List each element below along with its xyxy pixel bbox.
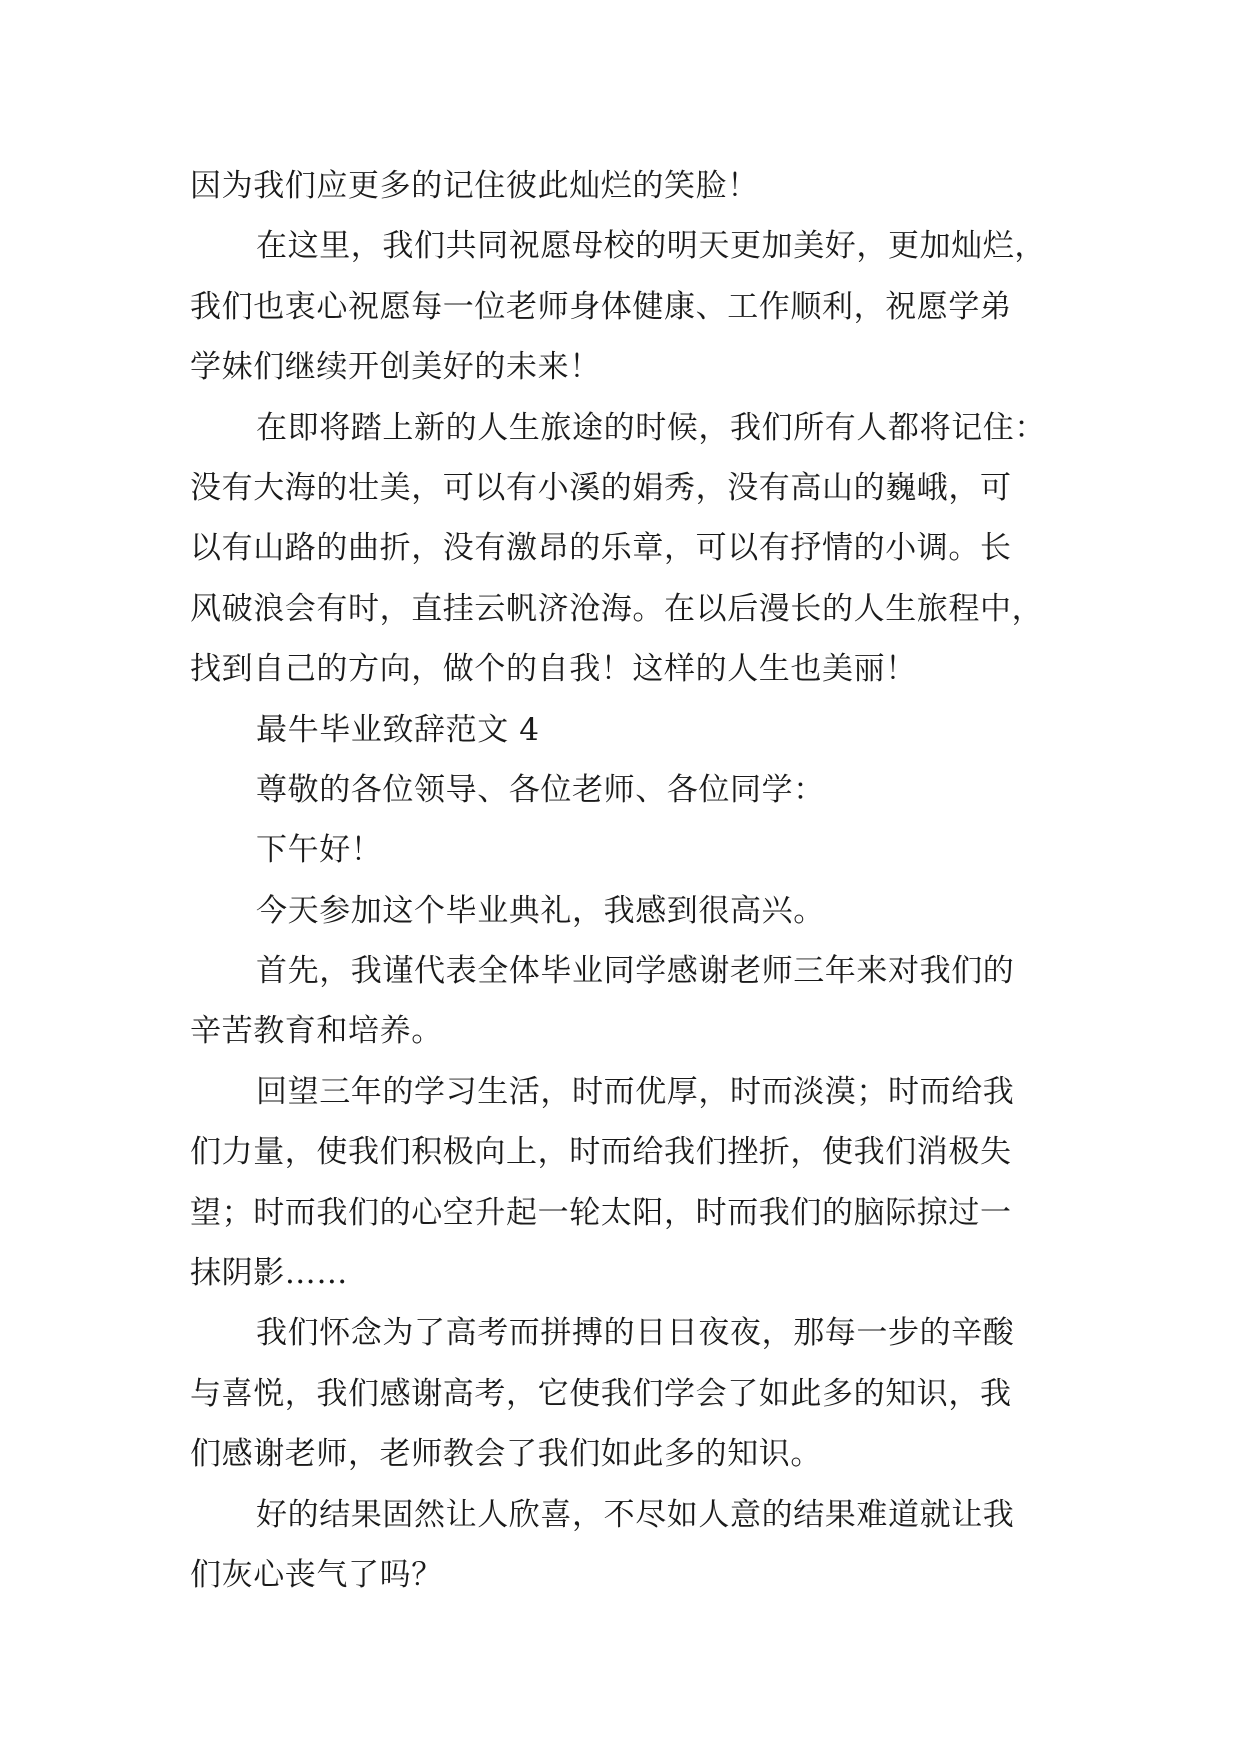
text-line: 望；时而我们的心空升起一轮太阳，时而我们的脑际掠过一 xyxy=(190,1194,1012,1231)
text-line: 没有大海的壮美，可以有小溪的娟秀，没有高山的巍峨，可 xyxy=(190,469,1012,506)
document-page xyxy=(190,156,1060,1605)
text-line: 学妹们继续开创美好的未来！ xyxy=(190,349,601,386)
text-line: 抹阴影…… xyxy=(190,1255,348,1292)
text-line: 辛苦教育和培养。 xyxy=(190,1013,443,1050)
text-line: 因为我们应更多的记住彼此灿烂的笑脸！ xyxy=(190,168,759,204)
text-line: 以有山路的曲折，没有激昂的乐章，可以有抒情的小调。长 xyxy=(190,530,1012,567)
text-line: 我们也衷心祝愿每一位老师身体健康、工作顺利，祝愿学弟 xyxy=(190,288,1012,325)
text-line: 风破浪会有时，直挂云帆济沧海。在以后漫长的人生旅程中， xyxy=(190,590,1044,627)
text-line: 找到自己的方向，做个的自我！这样的人生也美丽！ xyxy=(190,651,917,688)
greeting: 下午好！ xyxy=(256,832,383,869)
text-line: 我们怀念为了高考而拼搏的日日夜夜，那每一步的辛酸 xyxy=(256,1315,1015,1352)
text-line: 好的结果固然让人欣喜，不尽如人意的结果难道就让我 xyxy=(256,1496,1015,1533)
text-line: 们感谢老师，老师教会了我们如此多的知识。 xyxy=(190,1436,822,1473)
text-line: 在这里，我们共同祝愿母校的明天更加美好，更加灿烂， xyxy=(256,228,1046,265)
text-line: 在即将踏上新的人生旅途的时候，我们所有人都将记住： xyxy=(256,409,1046,446)
text-line: 首先，我谨代表全体毕业同学感谢老师三年来对我们的 xyxy=(256,953,1015,990)
section-heading: 最牛毕业致辞范文 4 xyxy=(256,711,540,748)
text-line: 与喜悦，我们感谢高考，它使我们学会了如此多的知识，我 xyxy=(190,1375,1012,1412)
text-line: 们灰心丧气了吗？ xyxy=(190,1556,443,1593)
text-line: 们力量，使我们积极向上，时而给我们挫折，使我们消极失 xyxy=(190,1134,1012,1171)
text-line: 回望三年的学习生活，时而优厚，时而淡漠；时而给我 xyxy=(256,1073,1015,1110)
text-line: 今天参加这个毕业典礼，我感到很高兴。 xyxy=(256,892,825,929)
salutation: 尊敬的各位领导、各位老师、各位同学： xyxy=(256,771,825,808)
